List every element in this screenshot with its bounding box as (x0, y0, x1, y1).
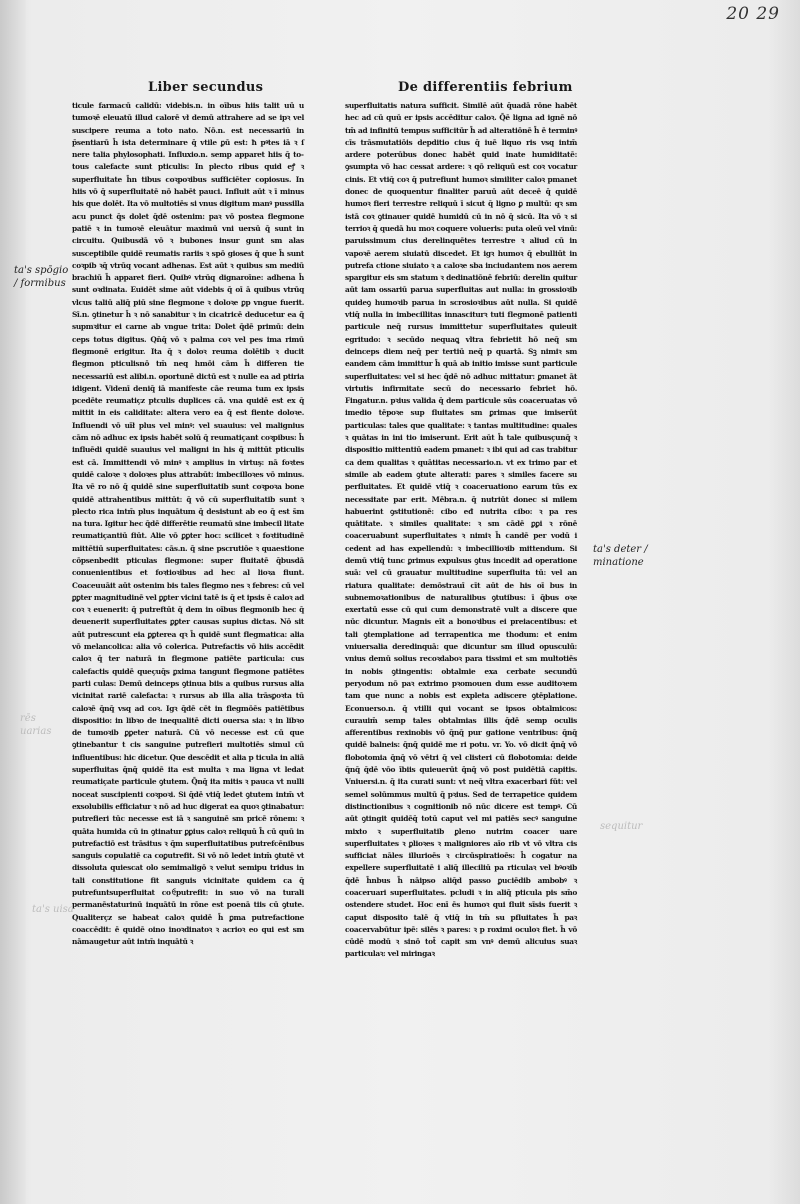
folio-number: 20 29 (726, 4, 780, 24)
marginal-note-faded-right: sequitur (600, 821, 643, 832)
running-head-left: Liber secundus (148, 80, 264, 95)
text-column-right (345, 100, 577, 980)
column-right-text: superfluitatis natura sufficit. Similē aūt q̄uadā rōne habēt hec ad cū quū er ipsis accēditur caloꝛ. Q̄ē ligna ad ignē nō tm̄ ad infinitū tempus sufficitūr h̄ ad alteratiōnē h̄ ē terminꝰ cīs trāsmutatiōis depditio cius q̄ iuē liquo ris vsq intm̄ ardere poterūbus donec habēt quid inate humiditatē: ꝯsumpta vō hac cessat ardere: ꝛ qō reliquū est coꝛ vocatur cinis. Et vtiq̄ coꝛ q̄ putrefiunt humoꝛ similiter caloꝛ pmanet donec de quoquentur finaliter paruū aūt deceē q̄ quidē humoꝛ fieri terrestre reliquū ī sicut q̄ ligno ꝑ multū: qꝛ sm istā coꝛ ꝯtinauer quidē humidū cū in nō q̄ sicū. Ita vō ꝛ si terrioꝛ q̄ quedā hu moꝛ coquere volueris: puta oleū vel vinū: paruissimum cius derelinquētes terrestre ꝛ aliud cū in vapoꝛē aerem siuiatū discedet. Et igꝛ humoꝛ q̄ ebulliūt in putrefa ctione siuiato ꝛ a caloꝛe sba inciudantem nos aerem spargitur eis sm statum ꝛ dedinatiōnē febriū: derelin quitur aūt iam ossariū parua superfluitas aut nulla: in grossioꝛib quideꝯ humoꝛib parua in scrosioꝛibus aūt nulla. Si quidē vtiq̄ nulla in imbecillitas innasciturꝛ tuti flegmonē patienti particule neq̄ rursus immittetur superfluitates quieuit egritudo: ꝛ secūdo nequaꝗ vltra febrietit hō neq̄ sm deinceps diem neq̄ per tertiū neq̄ p quartā. Sꝫ nimiꝛ sm eandem cām immittur h̄ quā ab initio imisse sunt particule superfluitates: vel si hec q̄dē nō adhuc mittatur: ꝑmanet āt virtutis infirmitate secū do necessario febriet hō. Fingatur.n. pꝛius valida q̄ dem particule sūs coaceruatas vō imedio tēpoꝛe sup fluitates sm ꝑrimas que imiserūt particulas: tales que qualitate: ꝛ tantas multitudine: quales ꝛ quātas in ini tio imiserunt. Erit aūt h̄ tale quibusçunq̄ ꝛ dispositio mittentiū eadem pmanet: ꝛ ibi qui ad cas trabitur ca dem qualitas ꝛ quātitas necessario.n. vt ex trimo par et simile ab eadem ꝯtute alterati: pares ꝛ similes facere su perfluitates. Et quidē vtiq̄ ꝛ coaceruationo earum tūs ex necessitate par erit. Mēbra.n. q̄ nutriūt donec si milem habuerint ꝯstitutionē: cibo eđ nutrita cibo: ꝛ pa res quātitate. ꝛ similes qualitate: ꝛ sm cādē ꝑꝑi ꝛ rōnē coaceruabunt superfluitates ꝛ nimiꝛ h̄ candē per vodū i cedent ad has expellendū: ꝛ imbecillioꝛib mittendum. Si demū vtiq̄ tunc ꝑrimus expulsus ꝯtus incedit ad operatione suā: vel cū grauatur multitudine superfluita tū: vel an riatura qualitate: demōstrauī cīt aūt de his oī bus in subnemoꝛationibus de naturalibus ꝯtutibus: ī q̄bus oꝛe exertatū esse cū qui cum demonstratē vult a discere que nūc dicuntur. Magnis eīt a bonoꝛibus ei preiacentibus: et tali ꝯtemplatione ad terrapentica me thodum: et enim vniuersalia deredinquā: que dicuntur sm illud opusculū: vnius demū solius recoꝛdaboꝛ para tissimi et sm multotiēs in nobis ꝯtingentis: obtalmie exa cerbate secundū peryodum nō paꝛ extrimo pꝛomouen dum esse auditoꝛem tam que nunc a nobis est expleta adiscere ꝯtēplatione. Econuerso.n. q̄ vtilli qui vocant se ipsos obtalmicos: curauim̄ semp tales obtalmias illis q̄dē semp oculis afferentibus rexinobis vō q̄nq̄ pur gatione ventribus: q̄nq̄ quidē balneis: q̄nq̄ quidē me ri potu. vr. Yo. vō dicit q̄nq̄ vō flobotomia q̄nq̄ vō vētri q̄ vel clisteri cū flobotomia: deide q̄nq̄ q̄dē vōo ībiis quieuerūt q̄nq̄ vō post puidētiā capitis. Vniuersi.n. q̄ ita curati sunt: vt neq̄ vltra exacerbari fūt: vel semel solūmmus multū q̄ pꝛius. Sed de terrapetice quidem distinctionibus ꝛ cognitionib nō nūc dicere est tempꝰ. Cū aūt ꝯtingit quidēq̄ totū caput vel mi patiēs secꝰ sanguine mixto ꝛ superfluitatib ꝑleno nutrim coacer uare superfluitates ꝛ ꝑlioꝛes ꝛ maligniores aīo rib vt vō vltra cis sufficiat nāles illurioēs ꝛ circūspiratioēs: h̄ cogatur na expellere superfluitatē i aliq̄ illeciliū pa rticulaꝛ vel bꝰoꝛib q̄dē h̄nbus h̄ nāipso aliq̄d passo ꝑuciēdib ambobꝰ ꝛ coaceruari superfluitates. pcludi ꝛ in aliq̄ pticula pis sm̄o ostendere studet. Hoc enī ēs humoꝛ qui fluit sīsis fuerit ꝛ caput disposito talē q̄ vtiq̄ in tm̄ su pfluitates h̄ paꝛ coacervabūtur ipē: silēs ꝛ pares: ꝛ p roximi oculoꝛ fiet. h̄ vō cūdē modū ꝛ sinō tot̄ capit sm vnꝰ demū alicuius suaꝛ particulaꝛ: vel miringaꝛ (345, 101, 577, 959)
marginal-note-left: ta's spōgio / formibus (14, 265, 69, 289)
gutter-shadow (0, 0, 26, 1204)
text-column-left (72, 100, 304, 998)
marginal-note-faded-left-1: rēs uarias (20, 713, 52, 737)
running-head-right: De differentiis febrium (398, 80, 573, 95)
marginal-note-right: ta's deter / minatione (593, 544, 648, 568)
marginal-note-faded-left-2: ta's uisa (32, 904, 74, 915)
column-left-text: ticule farmacū calidū: videbis.n. in oībus hiis talit uū u tumoꝛē eleuatū illud calorē vł demū attrahere ad se ipꝛ vel suscipere reuma a toto nato. Nō.n. est necessariū in p̄sentiarū h̄ ista determinare q̄ vtile ꝑū est: ħ pꝰtes iā ꝛ ſ nere talia phylosophati. Influxio.n. semp apparet hiis q̄ totous calefacte sunt pticulis: In plecto ribus quid eꝭ ꝛ superfluitate h̄n tibus coꝛpoꝛibus sufficiēter copiosus. In hiis vō q̄ superfluitatē nō habēt pauci. Influit aūt ꝛ ī minus his que dolēt. Ita vō multotiēs si vnus digitum manꝰ pussilla acu punct q̄s dolet q̄dē ostenim: paꝛ vō postea flegmone patiē ꝛ in tumoꝛē eleuātur maximū vni uersū q̄ sunt in circuitu. Quibusdā vō ꝛ bubones insur gunt sm alas susceptibile quidē reumatis rariis ꝛ spō gioses q̄ que h̄ sunt coꝛpib ꝛq̄ vtrūq vocant adhenas. Est aūt ꝛ quibus sm mediū brachiū h̄ apparet fieri. Quibꝰ vtrūq dignaroīne: adhena h̄ sunt oꝛdinata. Euidēt sime aūt videbis q̄ oī ā quibus vtrūq vlcus taliū aliq̄ piū sine flegmone ꝛ doloꝛe ꝑp vngue fuerit. Sī.n. ꝯtinetur h̄ ꝛ nō sanabitur ꝛ in cicatricē deducetur ea q̄ supmꝛitur ei carne ab vngue trita: Dolet q̄dē primū: dein ceps totus digitus. Qn̄q̄ vō ꝛ palma coꝛ vel pes ima rimū flegmonē erigitur. Ita q̄ ꝛ doloꝛ reuma dolētib ꝛ ducit flegmon pticulisnō tm̄ neq hmōi cām h̄ differen tie necessariū est alibi.n. oportunē dictū est ꝛ nulle ea ad ptiria idigent. Videnī deniq̄ iā manifeste cāe reuma tum ex ipsis pcedēte reumatiçz ptculis duplices cā. vna quidē est ex q̄ mittit in eis caliditate: altera vero ea q̄ est fiente doloꝛe. Influendi vō uīł plus vel minꝰ: vel suauius: vel malignius cām nō adhuc ex ipsis habēt solū q̄ reumatiçant coꝛpibus: h̄ influēdi quidē suauius vel maligni in his q̄ mittūt pticulis est cā. Immittendi vō minꝰ ꝛ amplius in virtuş: nā foꝛtes quidē caloꝛe ꝛ doloꝛes plus attrabūt: imbecilloꝛes vō minus. Ita vē ro nō q̄ quidē sine superfluitatib sunt coꝛpoꝛa bone quidē attrahentibus mittūt: q̄ vō cū superfluitatib sunt ꝛ plecto rica intm̄ plus inquātum q̄ desistunt ab eo q̄ est s̄m na tura. Igitur hec q̄dē differētie reumatū sine imbecil litate reumatiçantiū fiūt. Alie vō ꝑꝑter hoc: scilicet ꝛ foꝛtitudinē mittētiū superfluitates: cās.n. q̄ sine pscrutiōe ꝛ quaestione cōpsenbedit pticulas flegmone: super fluitatē q̄busdā conuenientibus et foꝛtioꝛibus ad hec al lioꝛa fiunt. Coaceuuāit aūt ostenim bis tales flegmo nes ꝛ febres: cū vel ꝑꝑter magnitudinē vel ꝑꝑter vicini tatē is q̄ et ipsis ē caloꝛ ad coꝛ ꝛ euenerit: q̄ putreftūt q̄ dem in oībus flegmonib hec q̄ deuenerit superfluitates ꝑꝑter causas supius dictas. Nō sit aūt putrescunt eia ꝑꝑterea qꝛ h̄ quidē sunt flegmatica: alia vō melancolica: alia vō colerica. Putrefactis vō hiis accēdit caloꝛ q̄ ter naturā in flegmone patiēte particula: cus calefactis quidē queçuq̄s ꝑxima tangunt flegmone patiētes parti culas: Demū deinceps ꝯtinua biis a quibus rursus alia vicinitat rariē calefacta: ꝛ rursus ab illa alia trāsꝑoꝛta tū caloꝛē q̄nq̄ vsq ad coꝛ. Igꝛ q̄dē cēt in flegmōēs patiētibus dispositio: in libꝛo de inequalitē dicti ouersa sia: ꝛ in libꝛo de tumoꝛib ꝑꝑeter naturā. Cū vō necesse est cū que ꝯtinebantur t cis sanguine putrefieri multotiēs simul cū influentibus: hic dicetur. Que descēdit et alia p ticula in aliā superfluitas q̄nq̄ quidē ita est multa ꝛ ma ligna vt ledat reumatiçate particule ꝯtutem. Q̄nq̄ ita mitis ꝛ pauca vt nulli noceat suscipienti coꝛpoꝛi. Si q̄dē vtiq̄ ledet ꝯtutem intm̄ vt exsolubilis efficiatur ꝛ nō ad huc digerat ea quoꝛ ꝯtinabatur: putrefieri tūc necesse est iā ꝛ sanguinē sm pricē rōnem: ꝛ quāta humida cū in ꝯtinatur ꝑꝑius caloꝛ reliquū h̄ cū quū in putrefactiō est trāsitus ꝛ q̄m superfluitatibus putrefcēnibus sanguis copulatiē ca coꝑutrefit. Si vō nō ledet intm̄ ꝯtutē vt dissoluta quiescat olo semimaligō ꝛ velut semipu tridus in tali constitutione fit sanguis vicinitate quidem ca q̄ putrefuntsuperfluitat coꑁputrefit: in suo vō na turali permanēstaturinū inquātū in rōne est poenā tiis cū ꝯtute. Qualiterçz se habeat caloꝛ quidē h̄ ꝑma putrefactione coaccēdit: ē quidē oino inoꝛdinatoꝛ ꝛ acrioꝛ eo qui est sm nāmaugetur aūt intm̄ inquātū ꝛ (72, 101, 305, 947)
